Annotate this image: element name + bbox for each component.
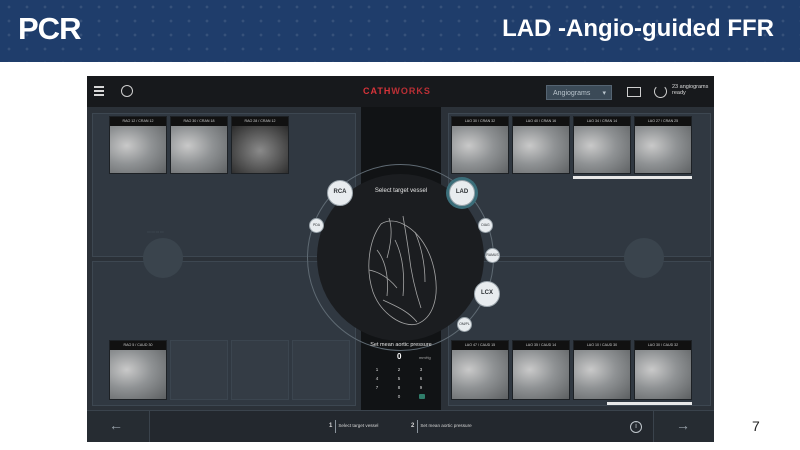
keypad-key-6[interactable]: 6 (419, 376, 423, 381)
keypad-confirm-button[interactable] (419, 394, 425, 399)
step-number: 1 (329, 423, 333, 429)
keypad-key-9[interactable]: 9 (419, 385, 423, 390)
cathworks-watermark-right (624, 238, 664, 278)
vessel-button-om[interactable]: OM/PL (457, 317, 472, 332)
pager-indicator[interactable] (573, 176, 692, 179)
cathworks-watermark-left (143, 238, 183, 278)
info-icon[interactable]: i (630, 421, 642, 433)
angiogram-state: ready (672, 90, 686, 96)
thumbnail-label: LAO 34 / CRAN 14 (574, 117, 630, 126)
step-label: Set mean aortic pressure (420, 423, 472, 428)
angiogram-thumbnail[interactable] (109, 340, 167, 400)
sync-icon[interactable] (654, 85, 667, 98)
thumbnail-label: LAO 30 / CAUD 32 (635, 341, 691, 350)
keypad-key-1[interactable]: 1 (375, 367, 379, 372)
top-bar (87, 76, 714, 107)
angiogram-status (672, 84, 708, 96)
view-dropdown[interactable] (546, 85, 612, 100)
keypad-key-5[interactable]: 5 (397, 376, 401, 381)
pager-indicator[interactable] (607, 402, 692, 405)
thumbnail-label: LAO 47 / CAUD 15 (452, 341, 508, 350)
angiogram-thumbnail[interactable] (231, 116, 289, 174)
arrow-left-icon: ← (109, 417, 123, 433)
hamburger-menu-icon[interactable] (94, 86, 104, 96)
slide-title: LAD -Angio-guided FFR (502, 15, 774, 42)
pressure-input[interactable] (361, 352, 441, 364)
vessel-button-rca[interactable]: RCA (327, 180, 353, 206)
bottom-bar (87, 410, 714, 442)
angiogram-thumbnail[interactable] (573, 340, 631, 400)
thumbnail-label: LAO 35 / CAUD 14 (513, 341, 569, 350)
page-number: 7 (752, 418, 760, 434)
angiogram-thumbnail[interactable] (634, 340, 692, 400)
watermark-text: ▭▭▭▭ (147, 229, 165, 234)
dropdown-value: Angiograms (553, 90, 591, 97)
angiogram-thumbnail[interactable] (451, 340, 509, 400)
keypad-key-7[interactable]: 7 (375, 385, 379, 390)
slide-header (0, 0, 800, 62)
vessel-button-lad[interactable]: LAD (449, 180, 475, 206)
vessel-button-lcx[interactable]: LCX (474, 281, 500, 307)
step-label: Select target vessel (338, 423, 379, 428)
arrow-right-icon: → (676, 417, 690, 433)
next-button[interactable] (653, 411, 714, 442)
pressure-value: 0 (397, 352, 402, 361)
angiogram-count: 23 angiograms (672, 84, 709, 90)
thumbnail-label: LAO 27 / CRAN 25 (635, 117, 691, 126)
thumbnail-label: LAO 30 / CRAN 32 (452, 117, 508, 126)
angiogram-thumbnail[interactable] (573, 116, 631, 174)
keypad-key-4[interactable]: 4 (375, 376, 379, 381)
step-divider (335, 420, 336, 433)
thumbnail-label: RAO 28 / CRAN 12 (232, 117, 288, 126)
thumbnail-label: RAO 5 / CAUD 30 (110, 341, 166, 350)
keypad-key-8[interactable]: 8 (397, 385, 401, 390)
keypad-key-2[interactable]: 2 (397, 367, 401, 372)
step-divider (417, 420, 418, 433)
empty-thumbnail-slot (231, 340, 289, 400)
thumbnail-label: RAO 12 / CRAN 12 (110, 117, 166, 126)
vessel-button-ramus[interactable]: RAMUS (485, 248, 500, 263)
brand-part2: WORKS (391, 86, 431, 96)
keypad-key-0[interactable]: 0 (397, 394, 401, 399)
thumbnail-label: LAO 40 / CRAN 16 (513, 117, 569, 126)
empty-thumbnail-slot (170, 340, 228, 400)
keypad-key-3[interactable]: 3 (419, 367, 423, 372)
thumbnail-label: LAO 10 / CAUD 30 (574, 341, 630, 350)
vessel-button-pda[interactable]: PDA (309, 218, 324, 233)
brand-part1: CATH (363, 86, 392, 96)
brand-logo (363, 86, 431, 96)
cathworks-app (87, 76, 714, 442)
step-1 (329, 423, 378, 429)
select-vessel-title: Select target vessel (374, 188, 428, 194)
angiogram-thumbnail[interactable] (109, 116, 167, 174)
angiogram-thumbnail[interactable] (512, 116, 570, 174)
pressure-unit: mmHg (419, 355, 431, 360)
monitor-icon[interactable] (627, 87, 641, 97)
pcr-logo: PCR (18, 11, 81, 46)
angiogram-thumbnail[interactable] (451, 116, 509, 174)
thumbnail-label: RAO 30 / CRAN 18 (171, 117, 227, 126)
back-button[interactable] (87, 411, 150, 442)
user-icon[interactable] (121, 85, 133, 97)
step-2 (411, 423, 472, 429)
angiogram-thumbnail[interactable] (634, 116, 692, 174)
angiogram-thumbnail[interactable] (512, 340, 570, 400)
vessel-button-diag[interactable]: DIAG (478, 218, 493, 233)
angiogram-thumbnail[interactable] (170, 116, 228, 174)
empty-thumbnail-slot (292, 340, 350, 400)
pressure-label: Set mean aortic pressure (370, 342, 432, 348)
heart-illustration (359, 210, 443, 336)
step-number: 2 (411, 423, 415, 429)
chevron-down-icon: ▾ (602, 90, 606, 97)
